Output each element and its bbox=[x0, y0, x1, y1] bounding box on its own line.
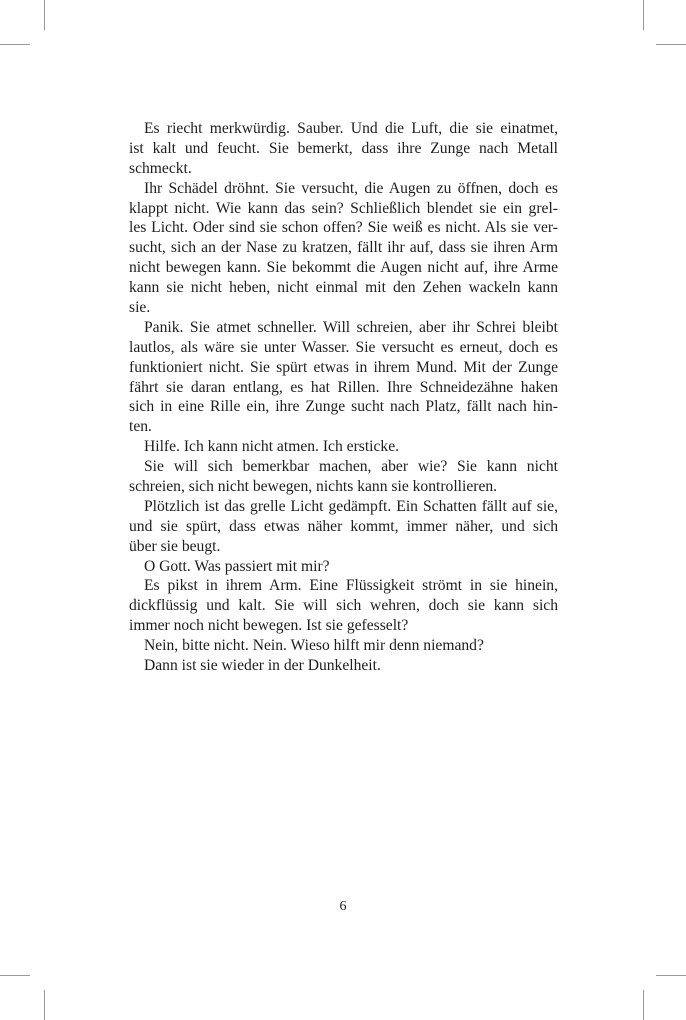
text-line: sucht, sich an der Nase zu kratzen, fällt ihr auf, dass sie ihren Arm bbox=[129, 239, 558, 257]
crop-mark bbox=[44, 0, 45, 30]
text-line: Es pikst in ihrem Arm. Eine Flüssigkeit strömt in sie hinein, bbox=[144, 577, 558, 595]
text-line: und sie spürt, dass etwas näher kommt, immer näher, und sich bbox=[129, 517, 558, 535]
text-line: Plötzlich ist das grelle Licht gedämpft. Ein Schatten fällt auf sie, bbox=[144, 497, 558, 515]
body-text bbox=[129, 119, 558, 676]
text-line: Es riecht merkwürdig. Sauber. Und die Luft, die sie einatmet, bbox=[144, 120, 558, 137]
page-number: 6 bbox=[339, 899, 347, 914]
text-line: kann sie nicht heben, nicht einmal mit den Zehen wackeln kann bbox=[129, 279, 558, 297]
crop-mark bbox=[643, 0, 644, 30]
text-line: ten. bbox=[129, 418, 152, 436]
crop-mark bbox=[0, 44, 30, 45]
text-line: nicht bewegen kann. Sie bekommt die Augen nicht auf, ihre Arme bbox=[129, 259, 558, 277]
text-line: immer noch nicht bewegen. Ist sie gefesselt? bbox=[129, 617, 409, 635]
text-line: schreien, sich nicht bewegen, nichts kann sie kontrollieren. bbox=[129, 478, 498, 496]
crop-mark bbox=[643, 990, 644, 1020]
text-line: fährt sie daran entlang, es hat Rillen. Ihre Schneidezähne haken bbox=[129, 378, 558, 396]
text-line: Sie will sich bemerkbar machen, aber wie? Sie kann nicht bbox=[144, 458, 558, 476]
crop-mark bbox=[44, 990, 45, 1020]
text-line: Ihr Schädel dröhnt. Sie versucht, die Augen zu öffnen, doch es bbox=[144, 179, 558, 197]
crop-mark bbox=[656, 975, 686, 976]
text-line: dickflüssig und kalt. Sie will sich wehren, doch sie kann sich bbox=[129, 597, 558, 615]
text-line: O Gott. Was passiert mit mir? bbox=[144, 557, 330, 575]
text-line: lautlos, als wäre sie unter Wasser. Sie versucht es erneut, doch es bbox=[129, 338, 558, 356]
text-line: Panik. Sie atmet schneller. Will schreien, aber ihr Schrei bleibt bbox=[144, 318, 558, 336]
text-line: schmeckt. bbox=[129, 159, 192, 177]
text-line: Hilfe. Ich kann nicht atmen. Ich ersticke. bbox=[144, 438, 400, 456]
text-line: les Licht. Oder sind sie schon offen? Sie weiß es nicht. Als sie ver- bbox=[129, 219, 558, 237]
text-line: sie. bbox=[129, 299, 151, 317]
text-line: klappt nicht. Wie kann das sein? Schließlich blendet sie ein grel- bbox=[129, 199, 558, 217]
text-line: Nein, bitte nicht. Nein. Wieso hilft mir denn niemand? bbox=[144, 637, 484, 655]
text-line: funktioniert nicht. Sie spürt etwas in ihrem Mund. Mit der Zunge bbox=[129, 358, 558, 376]
text-line: über sie beugt. bbox=[129, 537, 221, 555]
text-line: Dann ist sie wieder in der Dunkelheit. bbox=[144, 657, 381, 675]
crop-mark bbox=[0, 975, 30, 976]
text-line: ist kalt und feucht. Sie bemerkt, dass ihre Zunge nach Metall bbox=[129, 139, 558, 157]
crop-mark bbox=[656, 44, 686, 45]
text-line: sich in eine Rille ein, ihre Zunge sucht nach Platz, fällt nach hin- bbox=[129, 398, 558, 416]
